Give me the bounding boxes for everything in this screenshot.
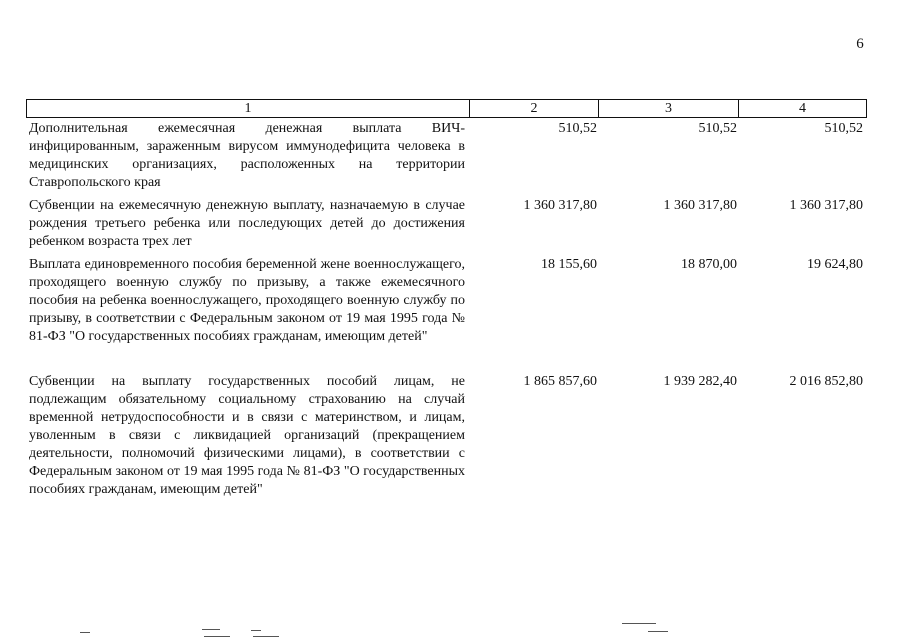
row-value-col3: 510,52: [698, 121, 737, 136]
column-header-1: 1: [27, 100, 470, 118]
row-description: Субвенции на ежемесячную денежную выплату, назначаемую в случае рождения третьего ребенка или последующих детей до достижения ребенком возраста трех лет: [29, 198, 465, 249]
column-header-2: 2: [470, 100, 599, 118]
row-value-col3: 1 939 282,40: [663, 374, 737, 389]
row-value-col4: 2 016 852,80: [789, 374, 863, 389]
row-value-col2: 1 360 317,80: [523, 198, 597, 213]
column-header-3: 3: [599, 100, 739, 118]
scan-artifact: [622, 623, 656, 624]
scan-artifact: [253, 636, 279, 637]
scan-artifact: [251, 630, 261, 631]
scan-artifact: [202, 629, 220, 630]
scan-artifact: [80, 632, 90, 633]
row-value-col4: 19 624,80: [807, 257, 863, 272]
scan-artifact: [204, 636, 230, 637]
row-description: Выплата единовременного пособия беременной жене военнослужащего, проходящего военную службу по призыву, а также ежемесячного пособия на ребенка военнослужащего, проходящего военную службу по призыву, в соответствии с Федеральным законом от 19 мая 1995 года № 81-ФЗ "О государственных пособиях гражданам, имеющим детей": [29, 257, 465, 344]
row-value-col2: 1 865 857,60: [523, 374, 597, 389]
page-number: 6: [856, 36, 864, 52]
row-value-col4: 1 360 317,80: [789, 198, 863, 213]
row-description: Дополнительная ежемесячная денежная выплата ВИЧ-инфицированным, зараженным вирусом иммунодефицита человека в медицинских организациях, расположенных на территории Ставропольского края: [29, 121, 465, 190]
row-description: Субвенции на выплату государственных пособий лицам, не подлежащим обязательному социальному страхованию на случай временной нетрудоспособности и в связи с материнством, и лицам, уволенным в связи с ликвидацией организаций (прекращением деятельности, полномочий физическими лицами), в соответствии с Федеральным законом от 19 мая 1995 года № 81-ФЗ "О государственных пособиях гражданам, имеющим детей": [29, 374, 465, 497]
row-value-col2: 510,52: [558, 121, 597, 136]
row-value-col4: 510,52: [824, 121, 863, 136]
row-value-col3: 1 360 317,80: [663, 198, 737, 213]
row-value-col2: 18 155,60: [541, 257, 597, 272]
table-header: [26, 99, 867, 118]
row-value-col3: 18 870,00: [681, 257, 737, 272]
column-header-4: 4: [739, 100, 867, 118]
scan-artifact: [648, 631, 668, 632]
